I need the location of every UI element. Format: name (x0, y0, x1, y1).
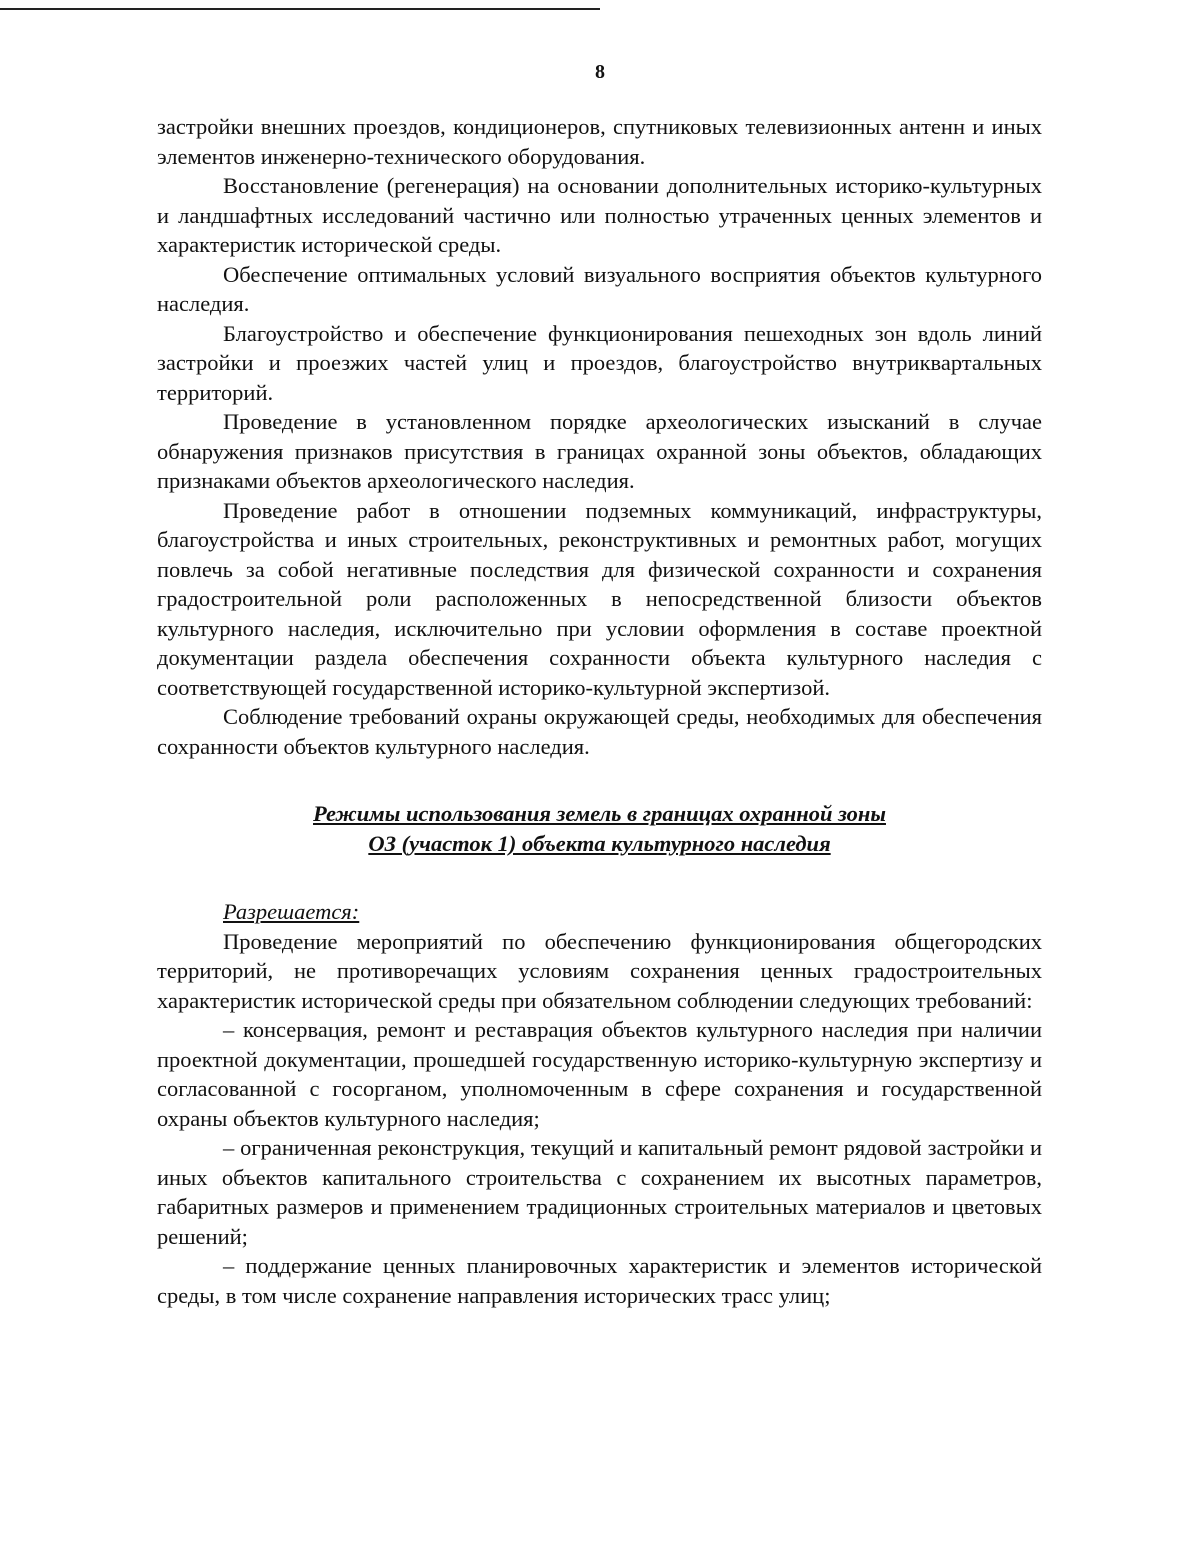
section-heading-line-2: ОЗ (участок 1) объекта культурного наследия (368, 831, 831, 856)
allowed-intro: Проведение мероприятий по обеспечению функционирования общегородских территорий, не противоречащих условиям сохранения ценных градостроительных характеристик исторической среды при обязательном соблюдении следующих требований: (157, 928, 1042, 1013)
document-body (157, 112, 1042, 1310)
top-rule (0, 8, 600, 10)
paragraph-underground-works: Проведение работ в отношении подземных коммуникаций, инфраструктуры, благоустройства и иных строительных, реконструктивных и ремонтных работ, могущих повлечь за собой негативные последствия для физической сохранности и сохранения градостроительной роли расположенных в непосредственной близости объектов культурного наследия, исключительно при условии оформления в составе проектной документации раздела обеспечения сохранности объекта культурного наследия с соответствующей государственной историко-культурной экспертизой. (157, 497, 1042, 700)
list-item: – консервация, ремонт и реставрация объектов культурного наследия при наличии проектной документации, прошедшей государственную историко-культурную экспертизу и согласованной с госорганом, уполномоченным в сфере сохранения и государственной охраны объектов культурного наследия; (157, 1017, 1042, 1131)
paragraph-continuation: застройки внешних проездов, кондиционеров, спутниковых телевизионных антенн и иных элементов инженерно-технического оборудования. (157, 114, 1042, 169)
list-item: – ограниченная реконструкция, текущий и капитальный ремонт рядовой застройки и иных объектов капитального строительства с сохранением их высотных параметров, габаритных размеров и применением традиционных строительных материалов и цветовых решений; (157, 1135, 1042, 1249)
paragraph-pedestrian-zones: Благоустройство и обеспечение функционирования пешеходных зон вдоль линий застройки и проезжих частей улиц и проездов, благоустройство внутриквартальных территорий. (157, 320, 1042, 405)
list-item: – поддержание ценных планировочных характеристик и элементов исторической среды, в том числе сохранение направления исторических трасс улиц; (157, 1253, 1042, 1308)
paragraph-archaeology: Проведение в установленном порядке археологических изысканий в случае обнаружения признаков присутствия в границах охранной зоны объектов, обладающих признаками объектов археологического наследия. (157, 409, 1042, 493)
page-number: 8 (595, 61, 605, 83)
paragraph-regeneration: Восстановление (регенерация) на основании дополнительных историко-культурных и ландшафтных исследований частично или полностью утраченных ценных элементов и характеристик исторической среды. (157, 173, 1042, 257)
paragraph-environment: Соблюдение требований охраны окружающей среды, необходимых для обеспечения сохранности объектов культурного наследия. (157, 704, 1042, 759)
allowed-label: Разрешается: (223, 899, 360, 924)
paragraph-visual-perception: Обеспечение оптимальных условий визуального восприятия объектов культурного наследия. (157, 261, 1042, 316)
section-heading (157, 799, 1042, 859)
section-heading-line-1: Режимы использования земель в границах охранной зоны (313, 801, 886, 826)
